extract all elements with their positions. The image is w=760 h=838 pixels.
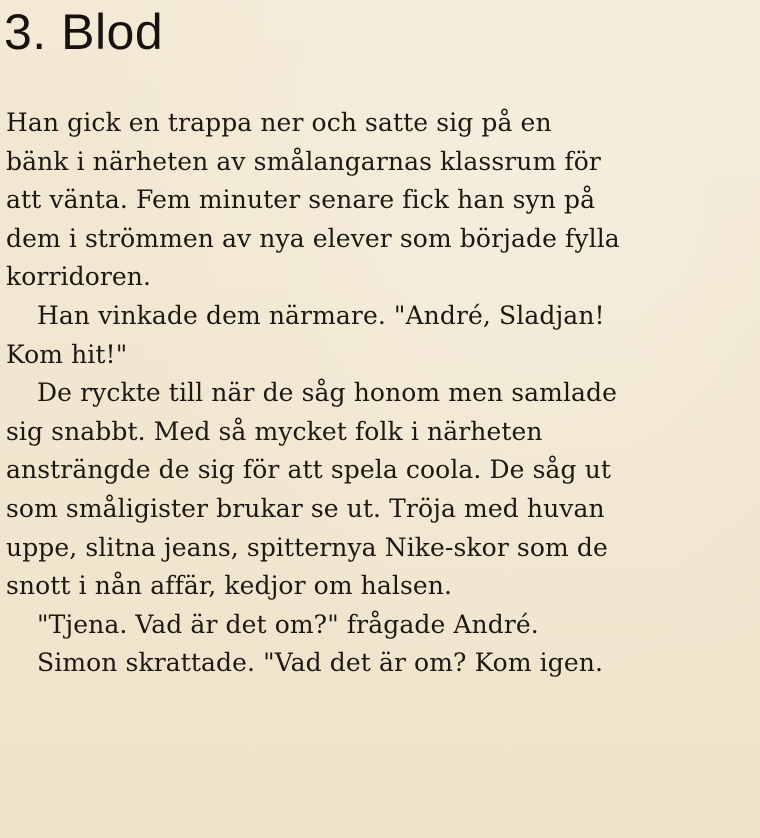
text-line: bänk i närheten av smålangarnas klassrum för: [6, 146, 601, 176]
text-line: dem i strömmen av nya elever som började fylla: [6, 223, 620, 253]
text-line: uppe, slitna jeans, spitternya Nike-skor som de: [6, 532, 608, 562]
text-line-paragraph-start: Simon skrattade. "Vad det är om? Kom igen.: [37, 648, 604, 678]
chapter-title: 3. Blod: [4, 4, 164, 60]
text-line: Kom hit!": [6, 339, 128, 369]
text-line: Han gick en trappa ner och satte sig på en: [6, 108, 552, 137]
chapter-body-text: [6, 104, 758, 683]
text-line: som småligister brukar se ut. Tröja med huvan: [6, 493, 605, 523]
text-line-paragraph-start: Han vinkade dem närmare. "André, Sladjan!: [37, 300, 605, 330]
text-line: att vänta. Fem minuter senare fick han syn på: [6, 185, 596, 215]
text-line-paragraph-start: De ryckte till när de såg honom men samlade: [37, 378, 618, 408]
text-line: korridoren.: [6, 262, 152, 292]
text-line: snott i nån affär, kedjor om halsen.: [6, 571, 453, 601]
text-line-paragraph-start: "Tjena. Vad är det om?" frågade André.: [37, 609, 539, 639]
text-line: sig snabbt. Med så mycket folk i närheten: [6, 416, 543, 446]
text-line: ansträngde de sig för att spela coola. De såg ut: [6, 455, 612, 485]
